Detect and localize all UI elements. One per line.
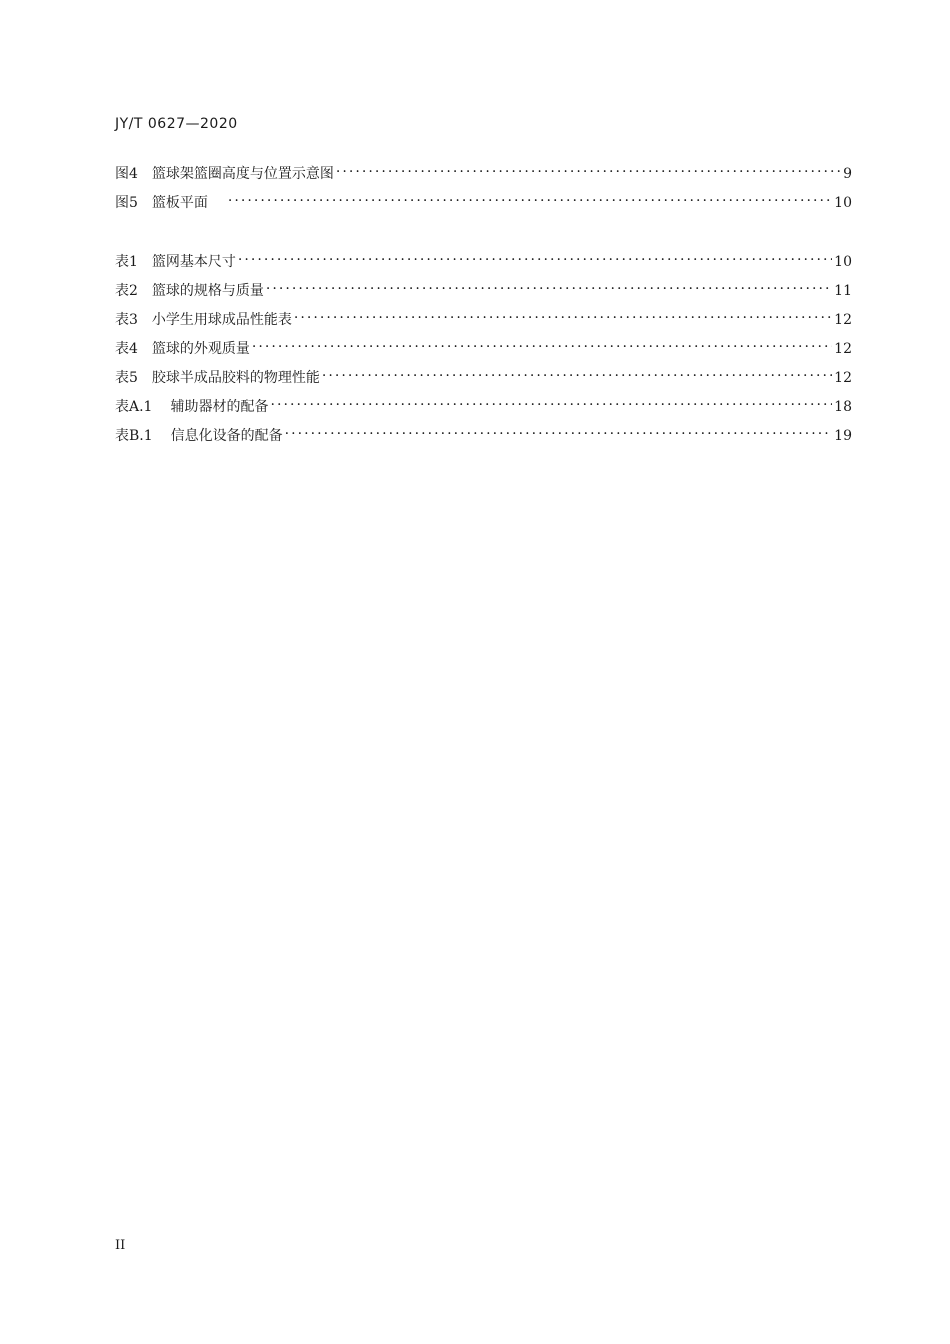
toc-entry-page: 9 xyxy=(843,166,852,182)
toc-entry-page: 10 xyxy=(834,195,852,211)
toc-entry-title: 篮球架篮圈高度与位置示意图 xyxy=(151,166,334,182)
toc-entry[interactable] xyxy=(115,362,852,391)
toc-entry-number: 表3 xyxy=(115,312,138,328)
toc-dot-leader xyxy=(294,304,832,324)
toc-entry-page: 12 xyxy=(834,312,852,328)
toc-entry-page: 19 xyxy=(834,428,852,444)
toc-entry-number: 图5 xyxy=(115,195,138,211)
toc-entry[interactable] xyxy=(115,333,852,362)
toc-dot-leader xyxy=(322,362,832,382)
toc-entry-number: 表A.1 xyxy=(115,399,153,415)
toc-entry-page: 12 xyxy=(834,370,852,386)
document-code: JY/T 0627—2020 xyxy=(115,116,238,132)
toc-entry-number: 表1 xyxy=(115,254,138,270)
toc-entry[interactable] xyxy=(115,275,852,304)
toc-entry-number: 图4 xyxy=(115,166,138,182)
toc-entry-page: 12 xyxy=(834,341,852,357)
toc-dot-leader xyxy=(238,246,832,266)
toc-entry[interactable] xyxy=(115,158,852,187)
toc-dot-leader xyxy=(252,333,832,353)
toc-tables-list xyxy=(115,246,852,449)
toc-dot-leader xyxy=(270,391,832,411)
toc-entry[interactable] xyxy=(115,391,852,420)
toc-entry-title: 篮网基本尺寸 xyxy=(151,254,236,270)
toc-entry-page: 18 xyxy=(834,399,852,415)
toc-entry-number: 表5 xyxy=(115,370,138,386)
page-number: II xyxy=(115,1238,126,1253)
toc-entry-page: 11 xyxy=(834,283,852,299)
toc-dot-leader xyxy=(266,275,832,295)
toc-figures-list xyxy=(115,158,852,216)
toc-entry-number: 表4 xyxy=(115,341,138,357)
toc-entry-title: 篮板平面 xyxy=(151,195,208,211)
toc-entry[interactable] xyxy=(115,246,852,275)
toc-entry[interactable] xyxy=(115,304,852,333)
toc-entry-title: 篮球的规格与质量 xyxy=(151,283,264,299)
toc-entry[interactable] xyxy=(115,187,852,216)
toc-entry-number: 表B.1 xyxy=(115,428,153,444)
toc-entry-title: 信息化设备的配备 xyxy=(170,428,283,444)
toc-dot-leader xyxy=(285,420,833,440)
toc-entry-number: 表2 xyxy=(115,283,138,299)
toc-dot-leader xyxy=(336,158,841,178)
toc-entry-page: 10 xyxy=(834,254,852,270)
toc-entry-title: 胶球半成品胶料的物理性能 xyxy=(151,370,320,386)
toc-entry-title: 篮球的外观质量 xyxy=(151,341,250,357)
toc-dot-leader xyxy=(228,187,832,207)
toc-entry[interactable] xyxy=(115,420,852,449)
toc-entry-title: 小学生用球成品性能表 xyxy=(151,312,292,328)
toc-entry-title: 辅助器材的配备 xyxy=(170,399,269,415)
